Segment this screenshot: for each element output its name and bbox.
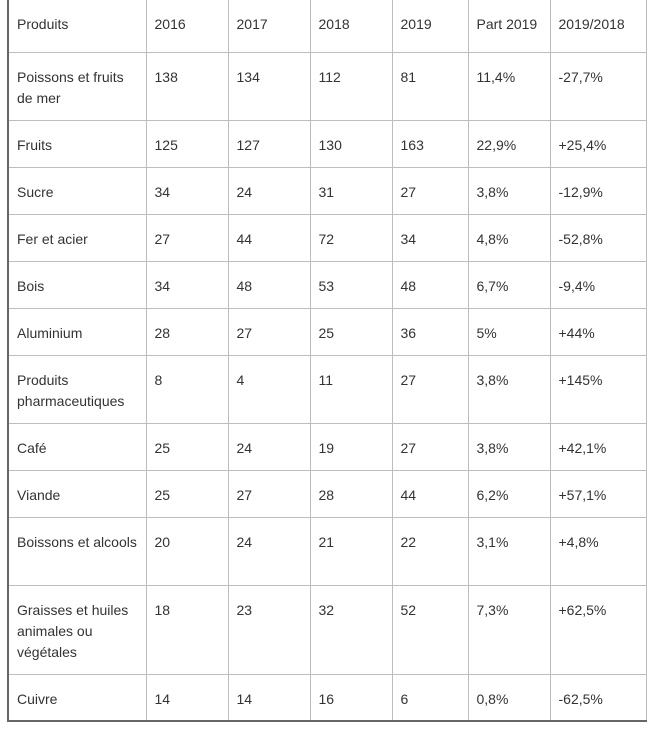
change-cell: +25,4%: [550, 120, 646, 167]
product-cell: Graisses et huiles animales ou végétales: [8, 585, 146, 674]
value-cell: 8: [146, 355, 228, 423]
value-cell: 27: [228, 308, 310, 355]
product-cell: Poissons et fruits de mer: [8, 52, 146, 120]
change-cell: +145%: [550, 355, 646, 423]
value-cell: 34: [146, 261, 228, 308]
product-cell: Fer et acier: [8, 214, 146, 261]
value-cell: 6: [392, 674, 468, 721]
table-row: [8, 52, 646, 120]
share-cell: 3,1%: [468, 517, 550, 585]
change-cell: -27,7%: [550, 52, 646, 120]
value-cell: 16: [310, 674, 392, 721]
header-cell-part-2019: Part 2019: [468, 0, 550, 52]
value-cell: 25: [310, 308, 392, 355]
table-row: [8, 674, 646, 721]
value-cell: 19: [310, 423, 392, 470]
table-row: [8, 214, 646, 261]
share-cell: 11,4%: [468, 52, 550, 120]
header-cell-2018: 2018: [310, 0, 392, 52]
table-header: [8, 0, 646, 52]
share-cell: 0,8%: [468, 674, 550, 721]
value-cell: 27: [392, 167, 468, 214]
value-cell: 27: [228, 470, 310, 517]
share-cell: 4,8%: [468, 214, 550, 261]
value-cell: 134: [228, 52, 310, 120]
table-row: [8, 585, 646, 674]
value-cell: 44: [228, 214, 310, 261]
share-cell: 3,8%: [468, 423, 550, 470]
products-table: [7, 0, 647, 722]
share-cell: 6,7%: [468, 261, 550, 308]
value-cell: 24: [228, 517, 310, 585]
value-cell: 11: [310, 355, 392, 423]
value-cell: 27: [392, 355, 468, 423]
value-cell: 48: [228, 261, 310, 308]
value-cell: 138: [146, 52, 228, 120]
value-cell: 32: [310, 585, 392, 674]
value-cell: 18: [146, 585, 228, 674]
table-body: [8, 52, 646, 721]
value-cell: 163: [392, 120, 468, 167]
product-cell: Viande: [8, 470, 146, 517]
value-cell: 25: [146, 470, 228, 517]
header-cell-2019: 2019: [392, 0, 468, 52]
value-cell: 27: [146, 214, 228, 261]
change-cell: +4,8%: [550, 517, 646, 585]
value-cell: 127: [228, 120, 310, 167]
share-cell: 3,8%: [468, 355, 550, 423]
value-cell: 48: [392, 261, 468, 308]
value-cell: 112: [310, 52, 392, 120]
table-row: [8, 120, 646, 167]
value-cell: 44: [392, 470, 468, 517]
value-cell: 24: [228, 167, 310, 214]
share-cell: 5%: [468, 308, 550, 355]
value-cell: 25: [146, 423, 228, 470]
change-cell: -62,5%: [550, 674, 646, 721]
table-row: [8, 470, 646, 517]
data-table-container: [7, 0, 647, 722]
header-cell-2016: 2016: [146, 0, 228, 52]
table-row: [8, 167, 646, 214]
header-row: [8, 0, 646, 52]
value-cell: 24: [228, 423, 310, 470]
share-cell: 6,2%: [468, 470, 550, 517]
product-cell: Produits pharmaceutiques: [8, 355, 146, 423]
value-cell: 52: [392, 585, 468, 674]
value-cell: 20: [146, 517, 228, 585]
value-cell: 14: [146, 674, 228, 721]
value-cell: 72: [310, 214, 392, 261]
table-row: [8, 355, 646, 423]
product-cell: Boissons et alcools: [8, 517, 146, 585]
change-cell: -12,9%: [550, 167, 646, 214]
value-cell: 28: [310, 470, 392, 517]
value-cell: 81: [392, 52, 468, 120]
change-cell: -9,4%: [550, 261, 646, 308]
value-cell: 34: [146, 167, 228, 214]
change-cell: -52,8%: [550, 214, 646, 261]
product-cell: Fruits: [8, 120, 146, 167]
table-row: [8, 517, 646, 585]
value-cell: 28: [146, 308, 228, 355]
share-cell: 22,9%: [468, 120, 550, 167]
product-cell: Aluminium: [8, 308, 146, 355]
change-cell: +42,1%: [550, 423, 646, 470]
value-cell: 125: [146, 120, 228, 167]
product-cell: Sucre: [8, 167, 146, 214]
header-cell-2017: 2017: [228, 0, 310, 52]
value-cell: 31: [310, 167, 392, 214]
change-cell: +44%: [550, 308, 646, 355]
header-cell-2019-2018: 2019/2018: [550, 0, 646, 52]
value-cell: 14: [228, 674, 310, 721]
product-cell: Bois: [8, 261, 146, 308]
share-cell: 3,8%: [468, 167, 550, 214]
table-row: [8, 423, 646, 470]
change-cell: +62,5%: [550, 585, 646, 674]
change-cell: +57,1%: [550, 470, 646, 517]
header-cell-produits: Produits: [8, 0, 146, 52]
value-cell: 53: [310, 261, 392, 308]
value-cell: 34: [392, 214, 468, 261]
share-cell: 7,3%: [468, 585, 550, 674]
value-cell: 27: [392, 423, 468, 470]
value-cell: 23: [228, 585, 310, 674]
value-cell: 130: [310, 120, 392, 167]
value-cell: 22: [392, 517, 468, 585]
table-row: [8, 308, 646, 355]
table-row: [8, 261, 646, 308]
product-cell: Cuivre: [8, 674, 146, 721]
value-cell: 4: [228, 355, 310, 423]
product-cell: Café: [8, 423, 146, 470]
value-cell: 36: [392, 308, 468, 355]
value-cell: 21: [310, 517, 392, 585]
